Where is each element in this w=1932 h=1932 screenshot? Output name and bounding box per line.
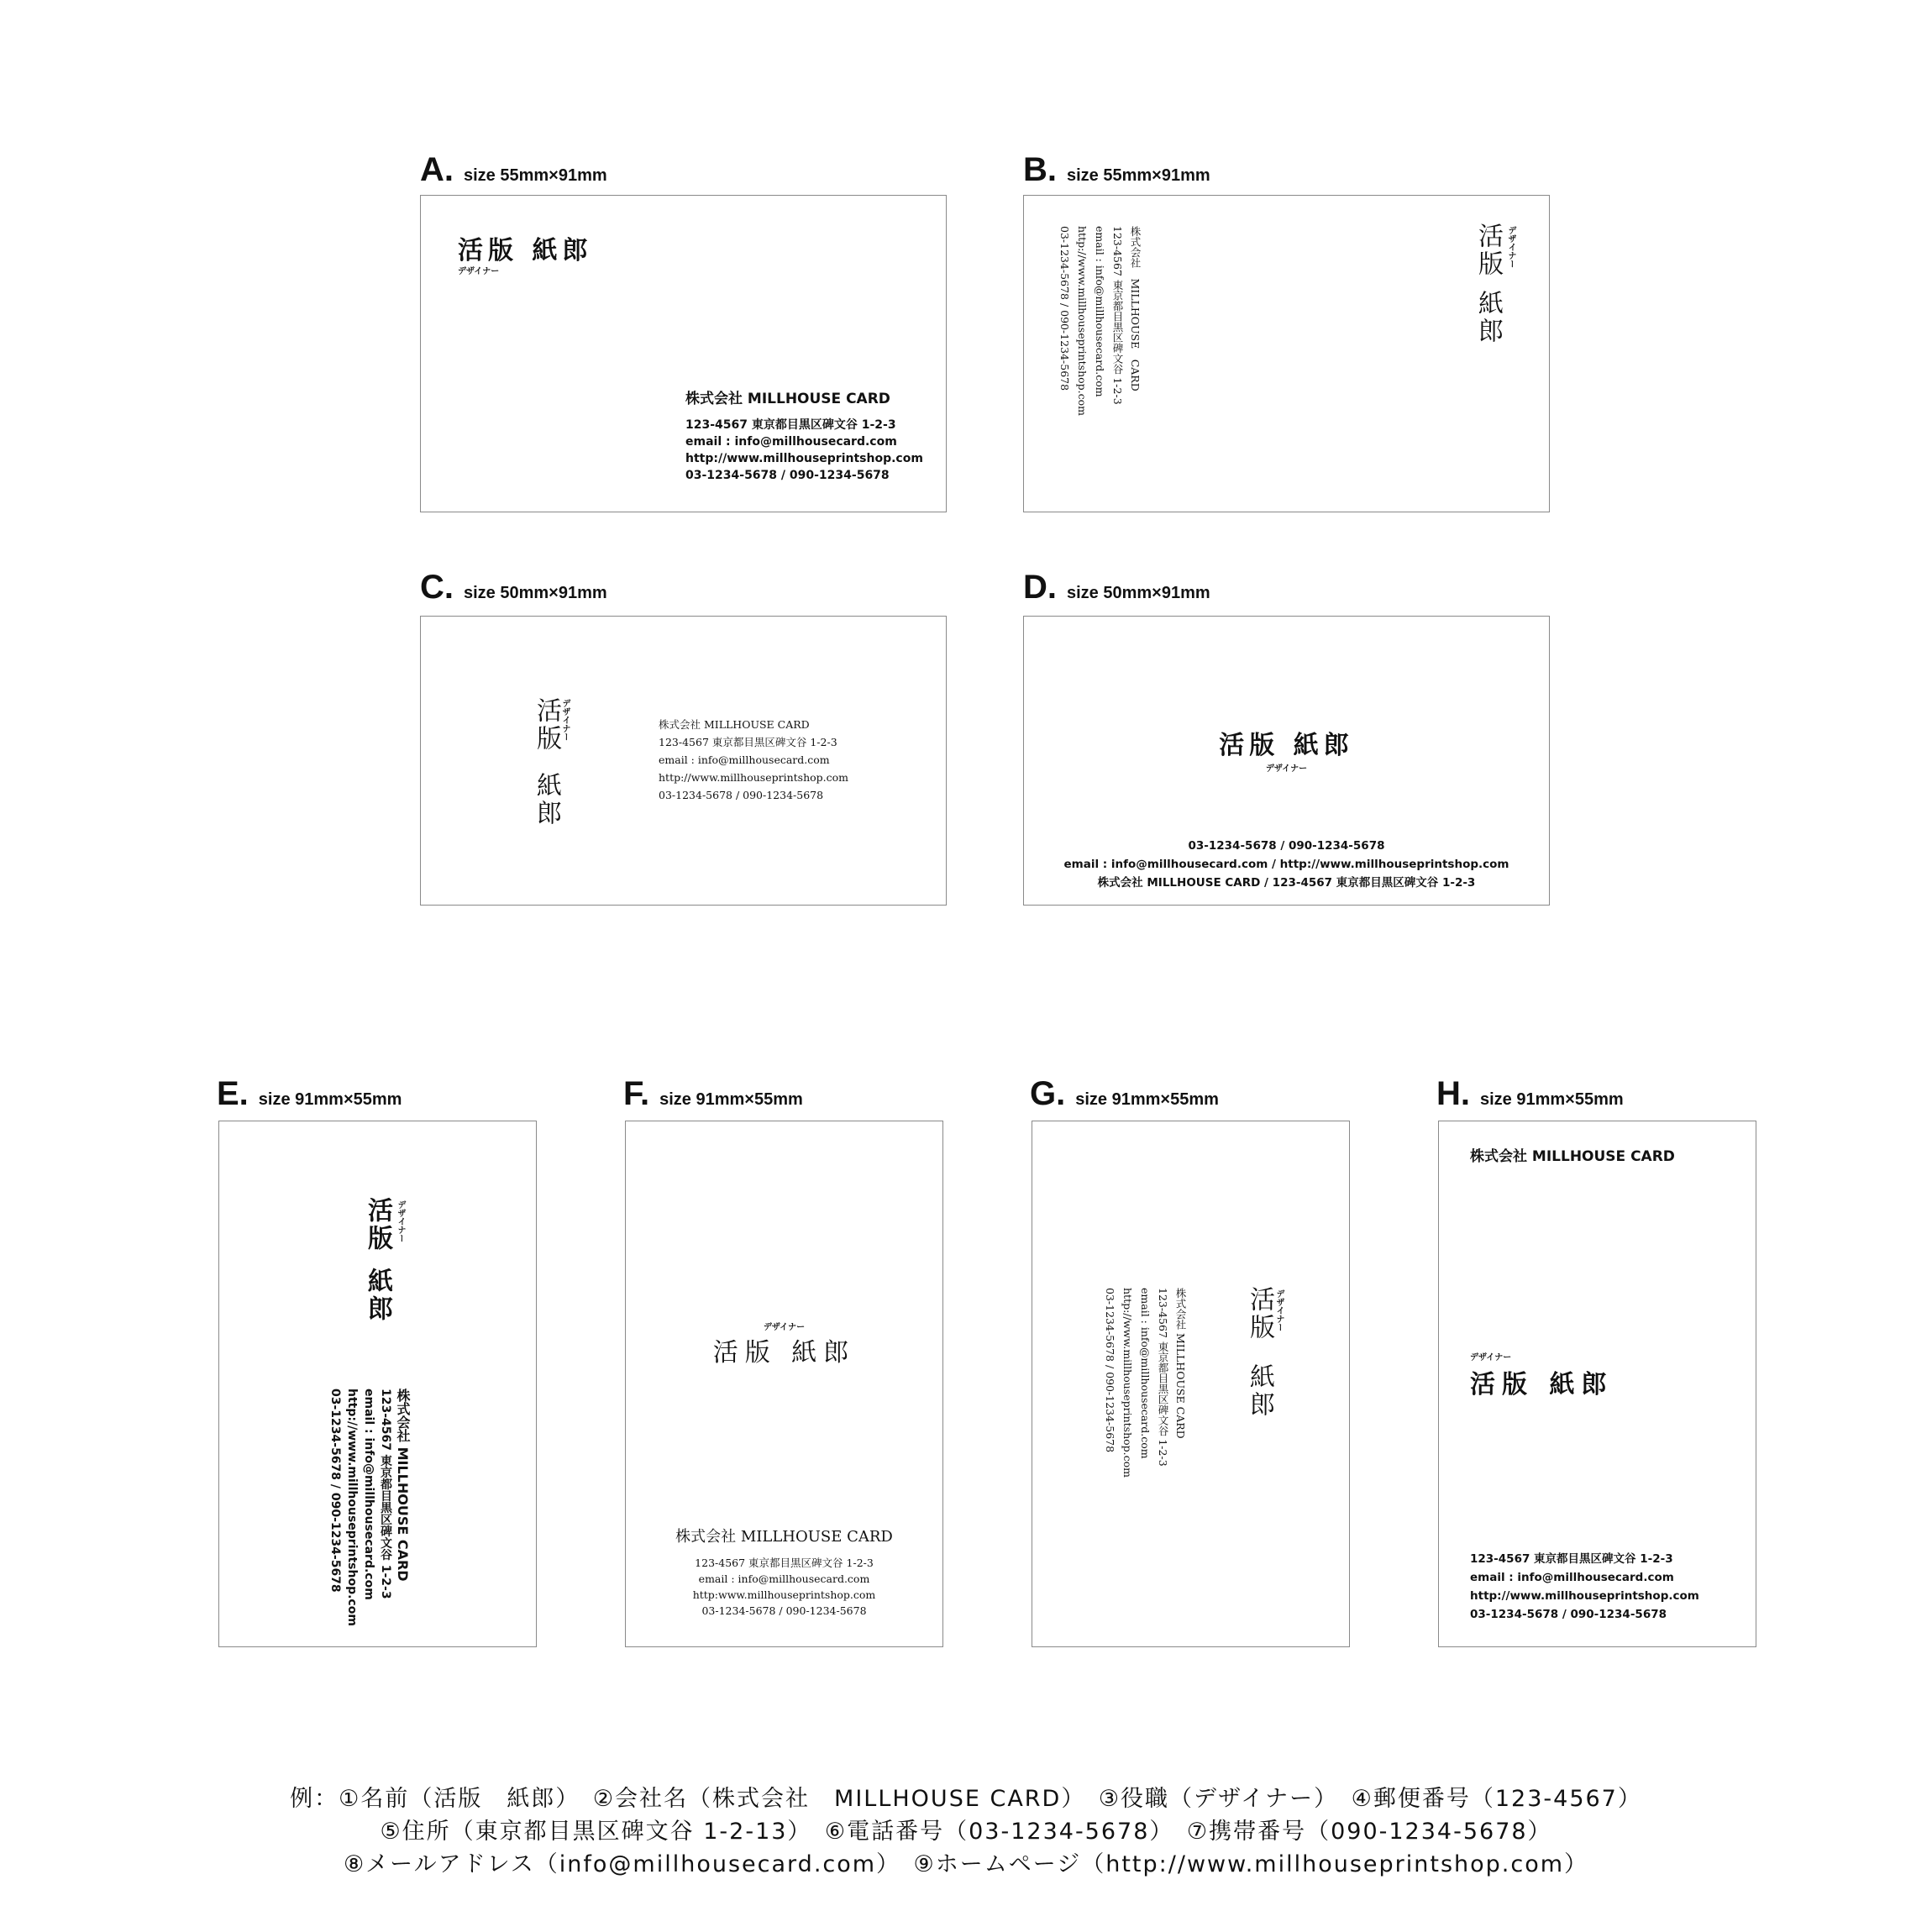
card-letter: E.: [217, 1075, 249, 1112]
card-b: [1023, 195, 1550, 512]
email: email : info@millhousecard.com: [1094, 226, 1106, 397]
card-letter: G.: [1030, 1075, 1066, 1112]
card-letter: F.: [623, 1075, 650, 1112]
address: 123-4567 東京都目黒区碑文谷 1-2-3: [379, 1389, 392, 1599]
card-d-label: [1023, 569, 1210, 606]
card-f: [625, 1121, 943, 1647]
card-letter: A.: [420, 151, 454, 188]
url: http://www.millhouseprintshop.com: [1470, 1589, 1699, 1603]
contact-block: [685, 417, 923, 484]
phones: 03-1234-5678 / 090-1234-5678: [685, 469, 890, 482]
card-h: [1438, 1121, 1756, 1647]
email: email : info@millhousecard.com: [1470, 1571, 1674, 1584]
email: email : info@millhousecard.com: [362, 1389, 375, 1600]
person-role: デザイナー: [1265, 764, 1308, 774]
phones: 03-1234-5678 / 090-1234-5678: [1104, 1288, 1116, 1453]
contact-block: [1470, 1550, 1699, 1624]
card-letter: D.: [1023, 569, 1057, 606]
card-c: [420, 616, 947, 906]
card-size: size 91mm×55mm: [659, 1090, 803, 1109]
card-f-label: [623, 1075, 803, 1113]
card-d: [1023, 616, 1550, 906]
company-name: 株式会社 MILLHOUSE CARD: [1470, 1148, 1675, 1165]
address: 123-4567 東京都目黒区碑文谷 1-2-3: [695, 1557, 874, 1569]
person-name: 活版 紙郎: [712, 1338, 856, 1368]
address: 123-4567 東京都目黒区碑文谷 1-2-3: [1470, 1552, 1673, 1566]
contact-block: [1056, 226, 1144, 416]
contact-block: [327, 1389, 411, 1626]
address: 123-4567 東京都目黒区碑文谷 1-2-3: [685, 418, 896, 432]
legend-line-3: ⑧メールアドレス（info@millhousecard.com） ⑨ホームページ（http://www.millhouseprintshop.com）: [343, 1851, 1589, 1877]
card-size: size 55mm×91mm: [464, 166, 607, 185]
card-size: size 91mm×55mm: [1480, 1090, 1624, 1109]
card-e: [218, 1121, 537, 1647]
address: 123-4567 東京都目黒区碑文谷 1-2-3: [659, 736, 837, 748]
person-name-last: 紙郎: [532, 772, 561, 827]
card-h-label: [1436, 1075, 1624, 1113]
person-name-last: 紙郎: [1473, 290, 1503, 345]
phones: 03-1234-5678 / 090-1234-5678: [328, 1389, 342, 1593]
card-letter: C.: [420, 569, 454, 606]
card-g-label: [1030, 1075, 1219, 1113]
card-size: size 50mm×91mm: [1067, 584, 1210, 602]
card-b-label: [1023, 151, 1210, 189]
person-name-first: 活版: [1245, 1286, 1274, 1341]
address: 123-4567 東京都目黒区碑文谷 1-2-3: [1157, 1288, 1169, 1467]
url: http://www.millhouseprintshop.com: [659, 771, 849, 784]
email: email : info@millhousecard.com: [1139, 1288, 1152, 1459]
email-url: email : info@millhousecard.com / http://www.millhouseprintshop.com: [1063, 858, 1509, 871]
person-name: 活版 紙郎: [458, 236, 593, 265]
email: email : info@millhousecard.com: [685, 435, 897, 449]
person-name-first: 活版: [363, 1197, 392, 1252]
person-name-last: 紙郎: [1245, 1363, 1274, 1419]
phones: 03-1234-5678 / 090-1234-5678: [1058, 226, 1071, 391]
person-role: デザイナー: [458, 267, 500, 276]
card-size: size 91mm×55mm: [1075, 1090, 1219, 1109]
person-role: デザイナー: [1470, 1353, 1512, 1362]
card-a: [420, 195, 947, 512]
person-name: 活版 紙郎: [1219, 731, 1354, 760]
person-name-first: 活版: [1473, 223, 1503, 278]
person-role: デザイナー: [763, 1323, 806, 1332]
company-name: 株式会社 MILLHOUSE CARD: [395, 1389, 411, 1582]
phones: 03-1234-5678 / 090-1234-5678: [1470, 1608, 1667, 1621]
phones: 03-1234-5678 / 090-1234-5678: [1188, 839, 1385, 853]
card-size: size 91mm×55mm: [258, 1090, 402, 1109]
email: email : info@millhousecard.com: [659, 753, 830, 766]
company-name: 株式会社 MILLHOUSE CARD: [1129, 226, 1142, 391]
person-name-last: 紙郎: [363, 1268, 392, 1323]
url: http://www.millhouseprintshop.com: [685, 452, 923, 465]
url: http://www.millhouseprintshop.com: [1121, 1288, 1134, 1478]
card-g: [1032, 1121, 1350, 1647]
card-letter: H.: [1436, 1075, 1470, 1112]
company-name: 株式会社 MILLHOUSE CARD: [675, 1528, 893, 1546]
url: http://www.millhouseprintshop.com: [1076, 226, 1089, 417]
address: 123-4567 東京都目黒区碑文谷 1-2-3: [1111, 226, 1124, 405]
person-name-first: 活版: [532, 697, 561, 753]
person-name: 活版 紙郎: [1470, 1370, 1614, 1399]
field-legend: [0, 1782, 1932, 1881]
card-size: size 55mm×91mm: [1067, 166, 1210, 185]
card-a-label: [420, 151, 607, 189]
phones: 03-1234-5678 / 090-1234-5678: [701, 1604, 867, 1617]
url: http:www.millhouseprintshop.com: [692, 1588, 876, 1601]
card-size: size 50mm×91mm: [464, 584, 607, 602]
contact-block: [1101, 1288, 1189, 1478]
card-letter: B.: [1023, 151, 1057, 188]
company-name: 株式会社 MILLHOUSE CARD: [659, 718, 810, 731]
company-address: 株式会社 MILLHOUSE CARD / 123-4567 東京都目黒区碑文谷 1-2-3: [1097, 876, 1476, 890]
person-role: デザイナー: [396, 1200, 405, 1242]
person-role: デザイナー: [560, 699, 570, 741]
card-c-label: [420, 569, 607, 606]
contact-block: [1024, 837, 1549, 892]
contact-block: [659, 716, 848, 804]
contact-block: [626, 1555, 942, 1619]
email: email : info@millhousecard.com: [698, 1572, 870, 1585]
phones: 03-1234-5678 / 090-1234-5678: [659, 789, 824, 801]
company-name: 株式会社 MILLHOUSE CARD: [1174, 1288, 1187, 1439]
card-e-label: [217, 1075, 402, 1113]
legend-line-1: 例：①名前（活版 紙郎） ②会社名（株式会社 MILLHOUSE CARD） ③役職（デザイナー） ④郵便番号（123-4567）: [290, 1786, 1642, 1812]
url: http://www.millhouseprintshop.com: [345, 1389, 359, 1626]
company-name: 株式会社 MILLHOUSE CARD: [685, 391, 890, 407]
person-role: デザイナー: [1274, 1289, 1284, 1331]
person-role: デザイナー: [1506, 226, 1515, 268]
legend-line-2: ⑤住所（東京都目黒区碑文谷 1-2-13） ⑥電話番号（03-1234-5678） ⑦携帯番号（090-1234-5678）: [380, 1819, 1552, 1845]
